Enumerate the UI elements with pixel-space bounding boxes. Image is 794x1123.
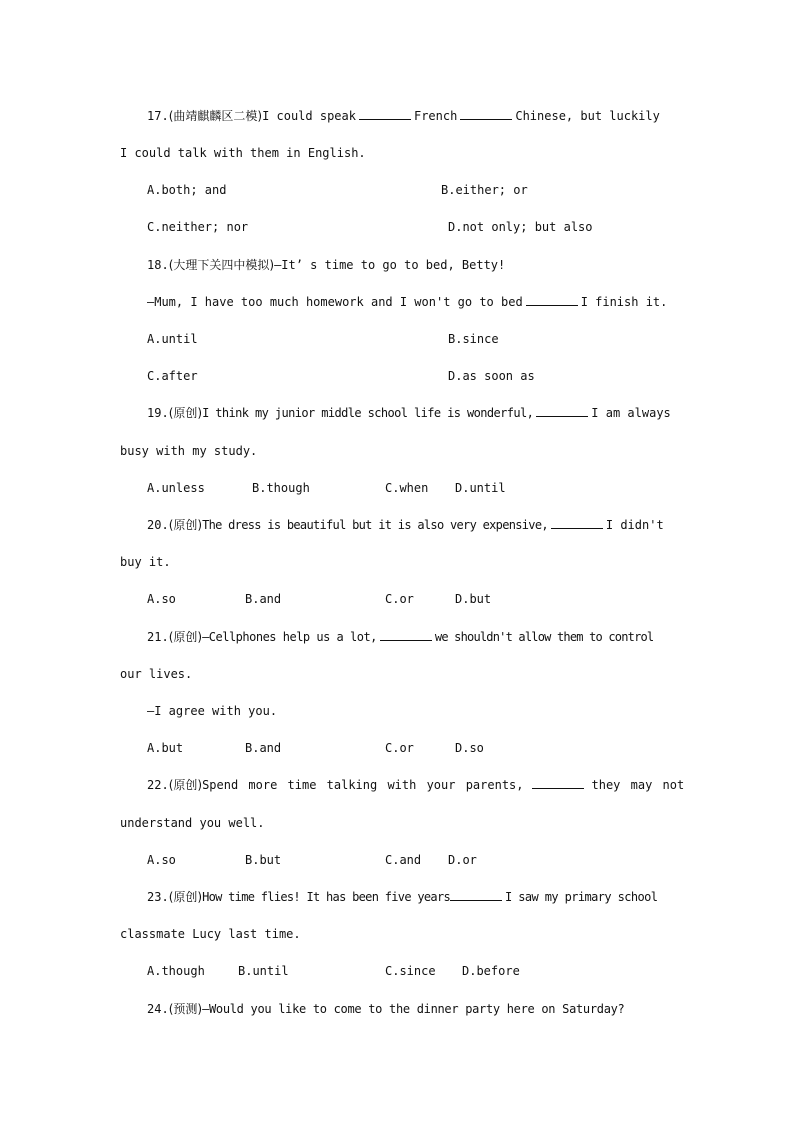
option-c: C.and [385, 853, 422, 867]
answer-blank [460, 108, 512, 120]
option-a: A.until [147, 332, 198, 346]
option-b: B.but [245, 853, 282, 867]
question-source: (原创) [168, 406, 203, 420]
question-number: 21. [147, 630, 169, 644]
option-c: C.since [385, 964, 436, 978]
question-text: Spend more time talking with your parents, [202, 778, 524, 792]
question-number: 18. [147, 258, 169, 272]
question-17-line-1 [147, 108, 660, 124]
option-a: A.both; and [147, 183, 227, 197]
question-number: 20. [147, 518, 169, 532]
answer-blank [450, 889, 502, 901]
question-23-line-1 [147, 889, 657, 905]
option-d: D.so [455, 741, 484, 755]
option-d: D.not only; but also [448, 220, 593, 234]
question-source: (大理下关四中模拟) [168, 258, 275, 272]
question-21-line-2: our lives. [120, 667, 193, 681]
option-d: D.as soon as [448, 369, 535, 383]
question-20-line-2: buy it. [120, 555, 171, 569]
option-d: D.but [455, 592, 492, 606]
option-d: D.or [448, 853, 477, 867]
question-19-line-1 [147, 405, 671, 421]
option-a: A.though [147, 964, 205, 978]
question-source: (预测) [168, 1002, 203, 1016]
question-23-line-2: classmate Lucy last time. [120, 927, 301, 941]
answer-blank [359, 108, 411, 120]
question-text: I could speak [262, 109, 356, 123]
question-text: I am always [591, 406, 671, 420]
option-c: C.when [385, 481, 429, 495]
option-d: D.until [455, 481, 506, 495]
option-c: C.or [385, 741, 414, 755]
question-20-line-1 [147, 517, 664, 533]
question-text: I think my junior middle school life is wonderful, [202, 406, 534, 420]
question-text: we shouldn't allow them to control [434, 630, 654, 644]
question-21-line-3: —I agree with you. [147, 704, 278, 718]
option-a: A.unless [147, 481, 205, 495]
option-b: B.either; or [441, 183, 528, 197]
option-a: A.so [147, 853, 176, 867]
question-text: French [413, 109, 458, 123]
question-number: 24. [147, 1002, 169, 1016]
option-b: B.since [448, 332, 499, 346]
question-19-line-2: busy with my study. [120, 444, 258, 458]
answer-blank [380, 629, 432, 641]
question-text: they may not [591, 778, 685, 792]
answer-blank [526, 294, 578, 306]
question-number: 22. [147, 778, 169, 792]
question-source: (原创) [168, 890, 203, 904]
question-text: How time flies! It has been five years [202, 890, 450, 904]
question-source: (原创) [168, 518, 203, 532]
option-b: B.though [252, 481, 310, 495]
question-21-line-1 [147, 629, 653, 645]
answer-blank [532, 777, 584, 789]
question-text: I saw my primary school [505, 890, 658, 904]
option-b: B.and [245, 592, 282, 606]
answer-blank [536, 405, 588, 417]
question-number: 23. [147, 890, 169, 904]
option-b: B.until [238, 964, 289, 978]
question-source: (原创) [168, 630, 203, 644]
question-24-line-1 [147, 1001, 624, 1017]
question-22-line-1 [147, 777, 684, 793]
question-text: I finish it. [580, 295, 668, 309]
question-number: 17. [147, 109, 169, 123]
question-source: (原创) [168, 778, 203, 792]
option-d: D.before [462, 964, 520, 978]
option-b: B.and [245, 741, 282, 755]
question-22-line-2: understand you well. [120, 816, 265, 830]
question-text: The dress is beautiful but it is also very expensive, [202, 518, 548, 532]
question-text: I didn't [605, 518, 664, 532]
question-text: Chinese, but luckily [515, 109, 660, 123]
question-text: —Mum, I have too much homework and I won't go to bed [147, 295, 523, 309]
option-c: C.after [147, 369, 198, 383]
question-text: —Would you like to come to the dinner party here on Saturday? [202, 1002, 625, 1016]
option-a: A.so [147, 592, 176, 606]
question-18-line-2 [147, 294, 667, 310]
question-17-line-2: I could talk with them in English. [120, 146, 366, 160]
question-18-line-1 [147, 257, 505, 273]
option-a: A.but [147, 741, 184, 755]
question-source: (曲靖麒麟区二模) [168, 109, 263, 123]
question-text: —It’ s time to go to bed, Betty! [274, 258, 506, 272]
question-number: 19. [147, 406, 169, 420]
option-c: C.or [385, 592, 414, 606]
question-text: —Cellphones help us a lot, [202, 630, 377, 644]
answer-blank [551, 517, 603, 529]
option-c: C.neither; nor [147, 220, 249, 234]
